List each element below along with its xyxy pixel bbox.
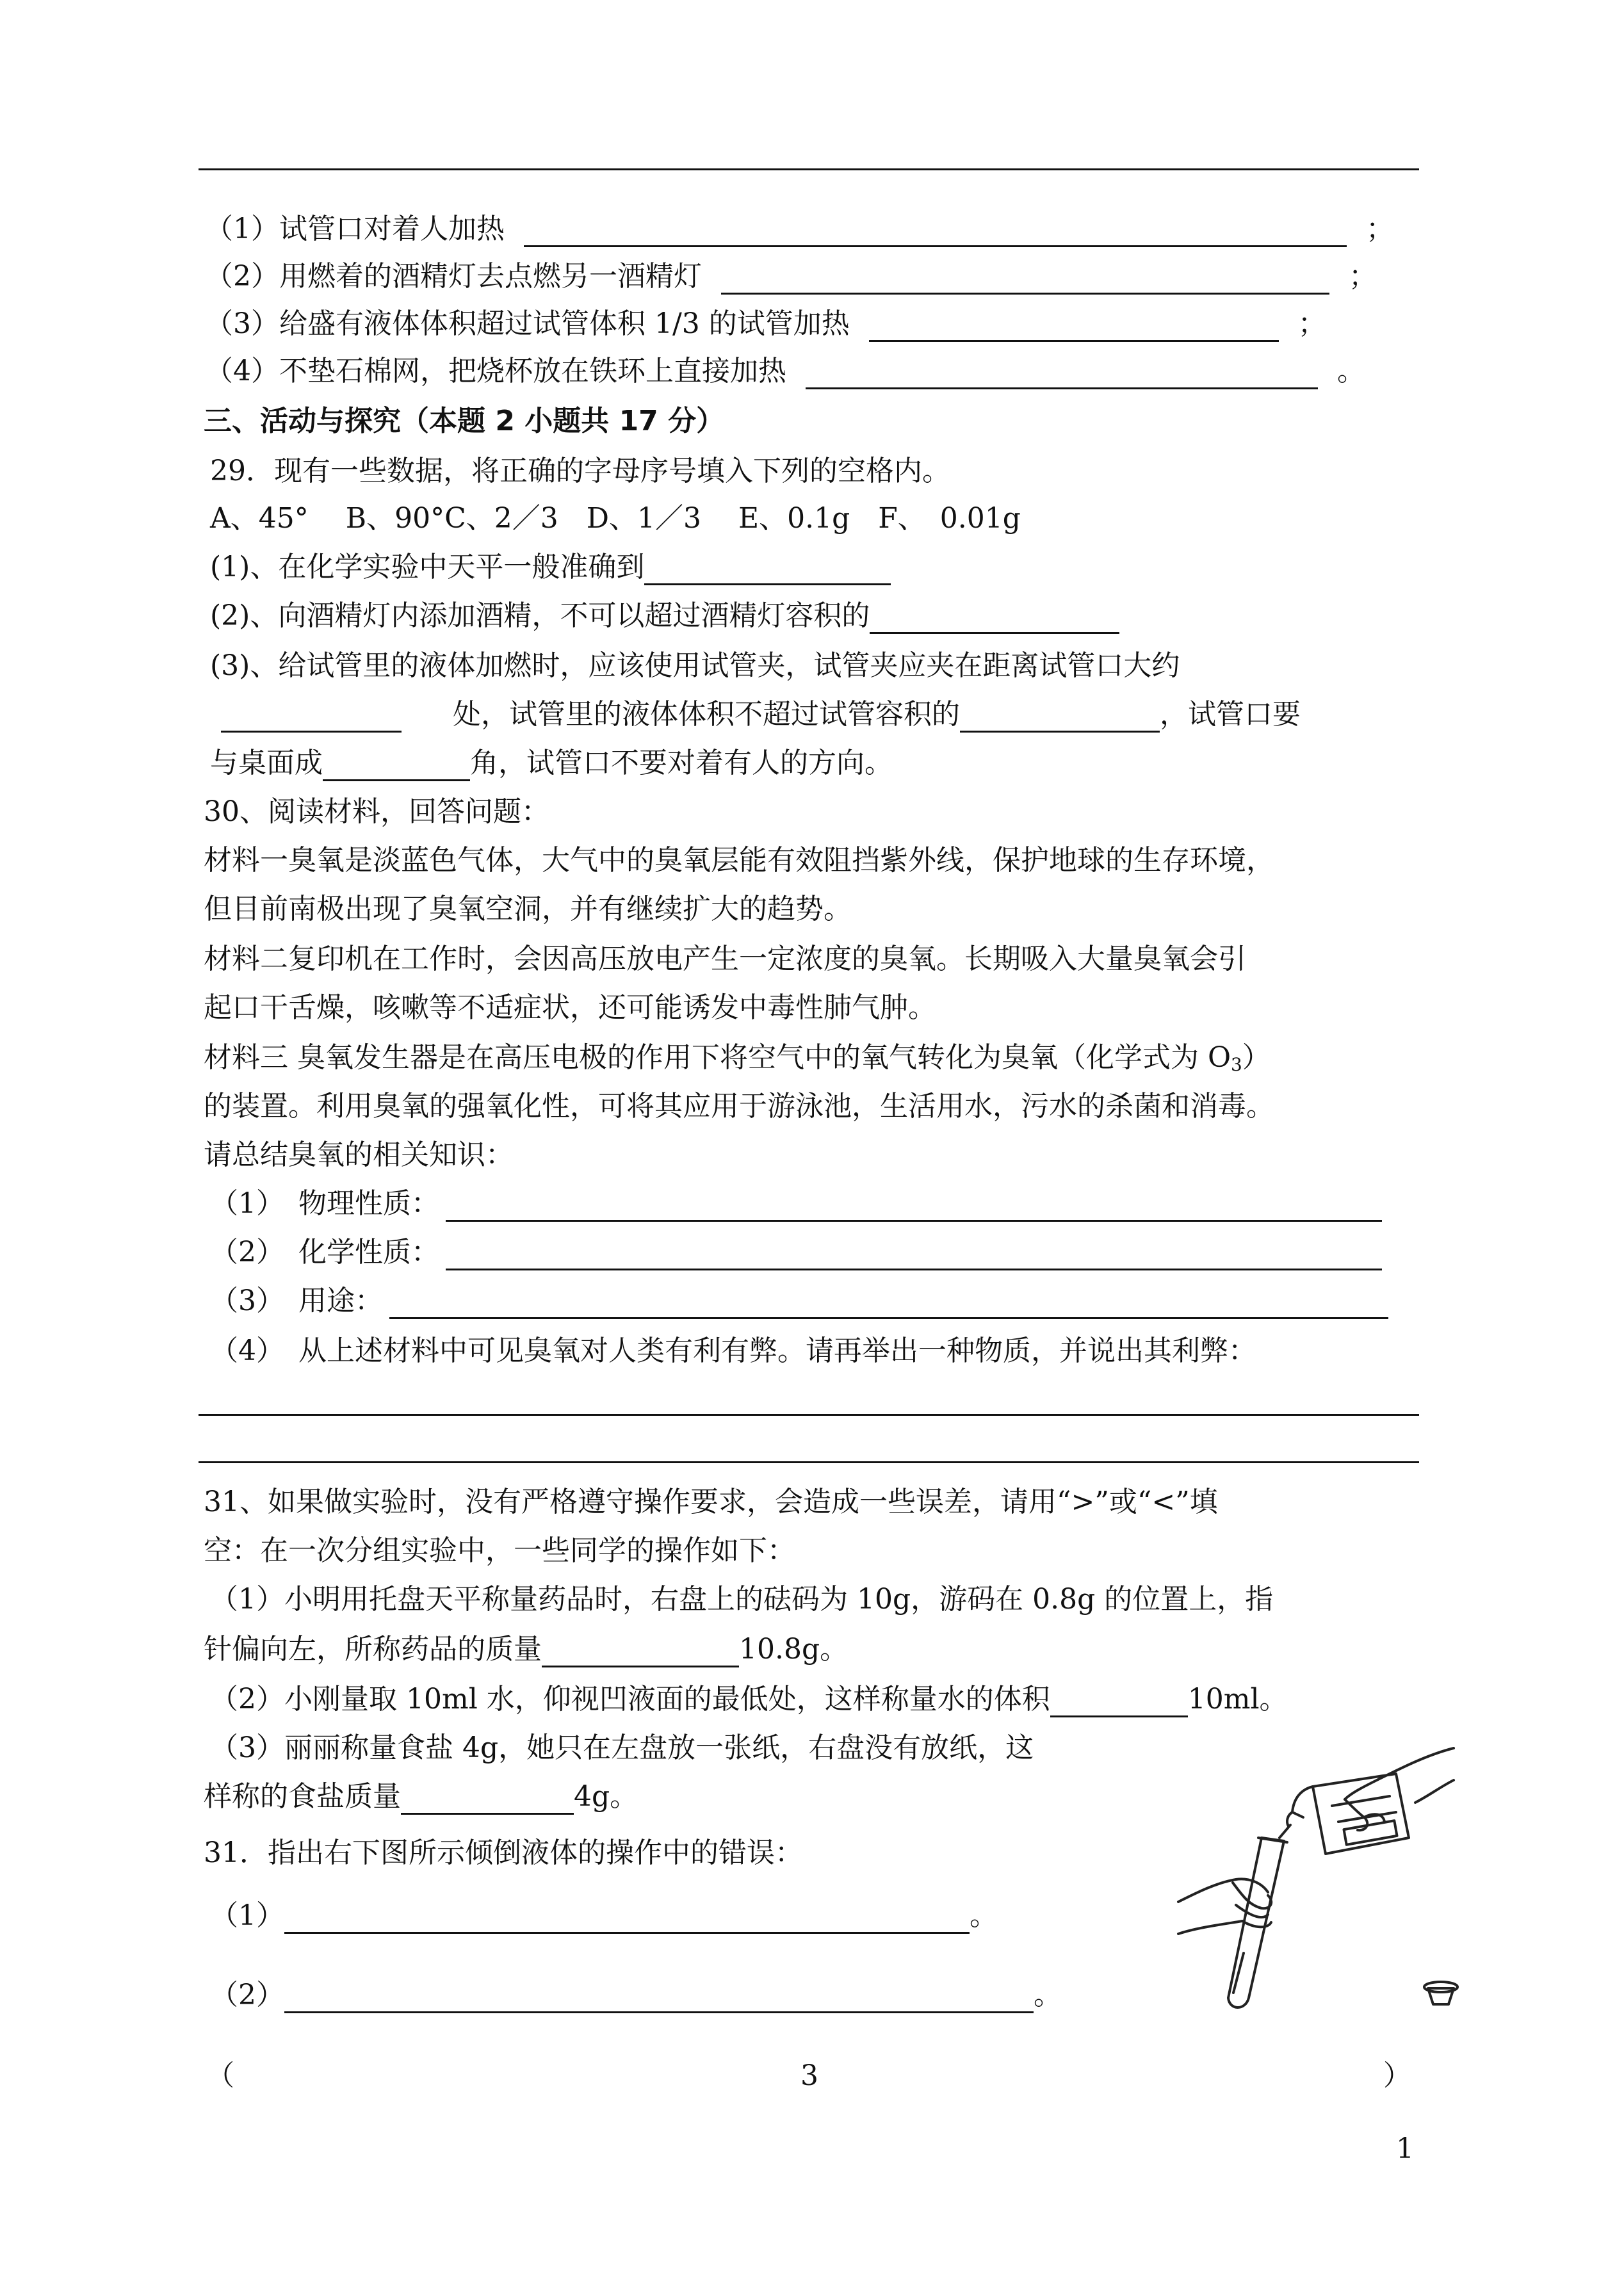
q30-item-3 (210, 1283, 1388, 1319)
item-text: （3） 用途： (210, 1285, 383, 1317)
q30-item-1 (210, 1186, 1382, 1222)
q31a-item-3b (204, 1779, 638, 1815)
q29-stem: 29．现有一些数据，将正确的字母序号填入下列的空格内。 (210, 455, 950, 487)
q29-sub-2 (210, 598, 1119, 634)
answer-blank[interactable] (524, 217, 1347, 247)
q31a-stem-1: 31、如果做实验时，没有严格遵守操作要求，会造成一些误差，请用“>”或“<”填 (204, 1486, 1218, 1518)
item-text-end: 10ml。 (1187, 1683, 1288, 1715)
q31a-item-1a: （1）小明用托盘天平称量药品时，右盘上的砝码为 10g，游码在 0.8g 的位置上，指 (210, 1583, 1274, 1616)
page-number: 1 (1396, 2132, 1414, 2165)
sub-text: (1)、在化学实验中天平一般准确到 (210, 551, 645, 583)
q31b-item-2 (210, 1977, 1062, 2013)
q31b-item-1 (210, 1898, 998, 1934)
answer-blank[interactable] (446, 1192, 1382, 1222)
item-text: （2） (210, 1979, 284, 2011)
item-text: （2）小刚量取 10ml 水，仰视凹液面的最低处，这样称量水的体积 (210, 1683, 1050, 1715)
answer-line[interactable] (199, 1461, 1419, 1463)
q30-material-3b: 的装置。利用臭氧的强氧化性，可将其应用于游泳池，生活用水，污水的杀菌和消毒。 (204, 1090, 1274, 1123)
answer-blank[interactable] (446, 1240, 1382, 1270)
q29-options: A、45° B、90°C、2／3 D、1／3 E、0.1g F、 0.01g (210, 502, 1021, 535)
answer-blank[interactable] (389, 1289, 1388, 1319)
item-text: 针偏向左，所称药品的质量 (204, 1633, 542, 1666)
pouring-liquid-illustration (1172, 1742, 1466, 2023)
item-end: ； (1366, 213, 1394, 245)
answer-blank[interactable] (323, 751, 470, 781)
sub-text: 处，试管里的液体体积不超过试管容积的 (453, 698, 960, 731)
q29-sub-3b (221, 697, 1301, 733)
answer-blank[interactable] (221, 702, 402, 733)
answer-blank[interactable] (284, 1983, 1034, 2013)
q31a-item-2 (210, 1682, 1288, 1717)
q31a-stem-2: 空：在一次分组实验中，一些同学的操作如下： (204, 1534, 795, 1567)
answer-blank[interactable] (721, 264, 1329, 295)
sub-text: 与桌面成 (210, 747, 323, 779)
q30-item-2 (210, 1235, 1382, 1270)
q31a-item-1b (204, 1632, 848, 1667)
footer-left-paren: （ (206, 2059, 234, 2092)
item-text-end: 4g。 (574, 1780, 638, 1813)
q30-material-2b: 起口干舌燥，咳嗽等不适症状，还可能诱发中毒性肺气肿。 (204, 991, 936, 1024)
q29-sub-3a: (3)、给试管里的液体加燃时，应该使用试管夹，试管夹应夹在距离试管口大约 (210, 649, 1180, 682)
top-item-2 (205, 259, 1377, 295)
answer-blank[interactable] (806, 359, 1318, 389)
q29-sub-1 (210, 549, 891, 585)
answer-blank[interactable] (869, 312, 1279, 342)
answer-blank[interactable] (284, 1904, 970, 1934)
material-text: 材料三 臭氧发生器是在高压电极的作用下将空气中的氧气转化为臭氧（化学式为 O (204, 1041, 1231, 1074)
item-text-end: 10.8g。 (739, 1633, 849, 1666)
top-item-3 (205, 306, 1326, 342)
q30-stem: 30、阅读材料，回答问题： (204, 795, 549, 828)
answer-blank[interactable] (960, 702, 1160, 733)
top-item-4 (205, 353, 1365, 389)
answer-blank[interactable] (542, 1637, 739, 1667)
item-text: （3）给盛有液体体积超过试管体积 1/3 的试管加热 (205, 307, 850, 340)
answer-blank[interactable] (1050, 1687, 1188, 1717)
item-text: （1） (210, 1899, 284, 1932)
q31b-stem: 31．指出右下图所示倾倒液体的操作中的错误： (204, 1837, 803, 1869)
item-text: （2） 化学性质： (210, 1236, 439, 1269)
answer-blank[interactable] (644, 555, 891, 585)
footer-page-label: 3 (800, 2059, 818, 2092)
sub-text: 角，试管口不要对着有人的方向。 (470, 747, 893, 779)
answer-line[interactable] (199, 1414, 1419, 1416)
item-end: 。 (970, 1899, 998, 1932)
item-text: （1）试管口对着人加热 (205, 213, 505, 245)
section-title: 三、活动与探究（本题 2 小题共 17 分） (204, 405, 725, 437)
subscript: 3 (1231, 1054, 1242, 1075)
q30-material-3a (204, 1040, 1271, 1083)
item-text: （1） 物理性质： (210, 1187, 439, 1220)
material-text-end: ） (1242, 1041, 1271, 1074)
header-rule (199, 168, 1419, 170)
item-text: 样称的食盐质量 (204, 1780, 401, 1813)
q30-material-2a: 材料二复印机在工作时，会因高压放电产生一定浓度的臭氧。长期吸入大量臭氧会引 (204, 943, 1246, 975)
item-text: （2）用燃着的酒精灯去点燃另一酒精灯 (205, 260, 702, 293)
sub-text: ，试管口要 (1160, 698, 1301, 731)
q30-material-1b: 但目前南极出现了臭氧空洞，并有继续扩大的趋势。 (204, 893, 852, 925)
q30-prompt: 请总结臭氧的相关知识： (204, 1139, 514, 1171)
q30-material-1a: 材料一臭氧是淡蓝色气体，大气中的臭氧层能有效阻挡紫外线，保护地球的生存环境， (204, 844, 1274, 877)
item-end: ； (1349, 260, 1377, 293)
q29-sub-3c (210, 745, 893, 781)
sub-text: (2)、向酒精灯内添加酒精，不可以超过酒精灯容积的 (210, 599, 870, 632)
q30-item-4: （4） 从上述材料中可见臭氧对人类有利有弊。请再举出一种物质，并说出其利弊： (210, 1334, 1256, 1367)
q31a-item-3a: （3）丽丽称量食盐 4g，她只在左盘放一张纸，右盘没有放纸，这 (210, 1731, 1034, 1764)
footer-right-paren: ） (1383, 2059, 1411, 2092)
top-item-1 (205, 211, 1394, 247)
answer-blank[interactable] (870, 604, 1119, 634)
item-end: ； (1297, 307, 1326, 340)
item-text: （4）不垫石棉网，把烧杯放在铁环上直接加热 (205, 355, 786, 387)
answer-blank[interactable] (401, 1785, 574, 1815)
item-end: 。 (1337, 355, 1365, 387)
item-end: 。 (1034, 1979, 1062, 2011)
